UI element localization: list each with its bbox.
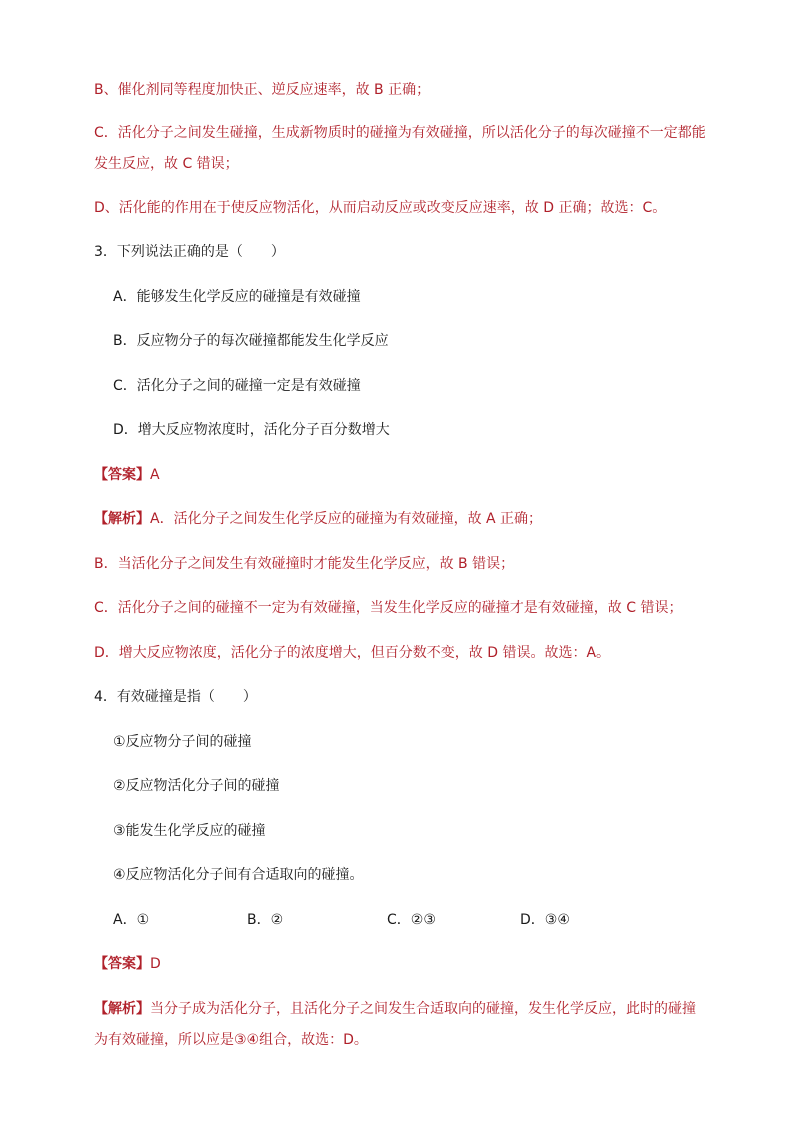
q3-option-c: C．活化分子之间的碰撞一定是有效碰撞 [113, 378, 361, 394]
answer-label: 【答案】 [94, 956, 150, 972]
analysis-text: A．活化分子之间发生化学反应的碰撞为有效碰撞，故 A 正确； [150, 511, 543, 527]
q3-answer [94, 465, 160, 485]
q4-item-4: ④反应物活化分子间有合适取向的碰撞。 [113, 867, 364, 883]
q4-item-3: ③能发生化学反应的碰撞 [113, 823, 266, 839]
q2-explain-b: B、催化剂同等程度加快正、逆反应速率，故 B 正确； [94, 82, 431, 98]
q4-choice-c: C．②③ [387, 912, 436, 928]
q4-choice-d: D．③④ [520, 912, 570, 928]
analysis-label: 【解析】 [94, 511, 150, 527]
answer-value: D [150, 956, 161, 972]
q3-option-d: D．增大反应物浓度时，活化分子百分数增大 [113, 422, 390, 438]
analysis-label: 【解析】 [94, 1001, 150, 1017]
q4-analysis-line1 [94, 999, 696, 1019]
q4-answer [94, 954, 161, 974]
q3-option-a: A．能够发生化学反应的碰撞是有效碰撞 [113, 289, 361, 305]
q2-explain-c-line2: 发生反应，故 C 错误； [94, 156, 239, 172]
q4-item-1: ①反应物分子间的碰撞 [113, 734, 252, 750]
q3-analysis-d: D．增大反应物浓度，活化分子的浓度增大，但百分数不变，故 D 错误。故选：A。 [94, 645, 611, 661]
q3-option-b: B．反应物分子的每次碰撞都能发生化学反应 [113, 333, 389, 349]
q3-analysis-c: C．活化分子之间的碰撞不一定为有效碰撞，当发生化学反应的碰撞才是有效碰撞，故 C 错误； [94, 600, 683, 616]
q2-explain-c-line1: C．活化分子之间发生碰撞，生成新物质时的碰撞为有效碰撞，所以活化分子的每次碰撞不一定都能 [94, 125, 706, 141]
q3-stem: 3．下列说法正确的是（ ） [94, 244, 285, 260]
answer-value: A [150, 467, 160, 483]
q3-analysis-b: B．当活化分子之间发生有效碰撞时才能发生化学反应，故 B 错误； [94, 556, 515, 572]
q4-choice-b: B．② [247, 912, 284, 928]
q4-item-2: ②反应物活化分子间的碰撞 [113, 778, 280, 794]
answer-label: 【答案】 [94, 467, 150, 483]
q2-explain-d: D、活化能的作用在于使反应物活化，从而启动反应或改变反应速率，故 D 正确；故选：C。 [94, 200, 667, 216]
q4-stem: 4．有效碰撞是指（ ） [94, 689, 257, 705]
q4-analysis-line2: 为有效碰撞，所以应是③④组合，故选：D。 [94, 1032, 368, 1048]
analysis-text: 当分子成为活化分子，且活化分子之间发生合适取向的碰撞，发生化学反应，此时的碰撞 [150, 1001, 696, 1017]
q3-analysis-a [94, 509, 542, 529]
q4-choice-a: A．① [113, 912, 150, 928]
